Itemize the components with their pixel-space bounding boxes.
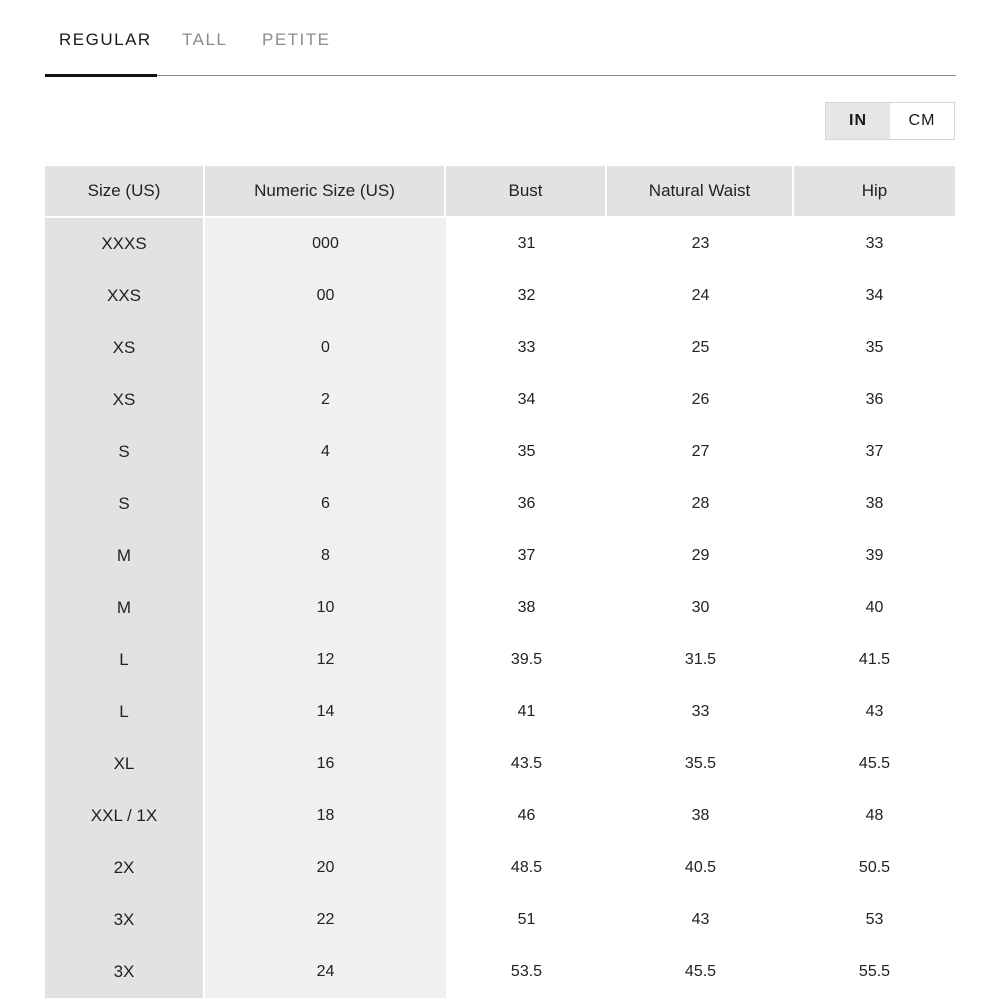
bust-cell: 53.5 bbox=[510, 963, 543, 980]
table-row bbox=[45, 894, 955, 946]
numeric-size-cell: 14 bbox=[205, 686, 446, 738]
hip-cell: 50.5 bbox=[858, 859, 891, 876]
table-row bbox=[45, 790, 955, 842]
natural-waist-cell: 26 bbox=[691, 391, 710, 408]
bust-cell: 38 bbox=[517, 599, 536, 616]
numeric-size-cell: 20 bbox=[205, 842, 446, 894]
table-row bbox=[45, 842, 955, 894]
hip-cell: 33 bbox=[794, 216, 955, 270]
header-hip: Hip bbox=[794, 166, 955, 216]
numeric-size-cell: 12 bbox=[205, 634, 446, 686]
bust-cell: 39.5 bbox=[510, 651, 543, 668]
hip-cell: 34 bbox=[865, 287, 884, 304]
hip-cell: 40 bbox=[865, 599, 884, 616]
size-cell: S bbox=[45, 426, 205, 478]
table-row bbox=[45, 374, 955, 426]
table-row bbox=[45, 738, 955, 790]
numeric-size-cell: 8 bbox=[205, 530, 446, 582]
hip-cell: 39 bbox=[865, 547, 884, 564]
unit-cm-button[interactable]: CM bbox=[908, 112, 936, 129]
natural-waist-cell: 23 bbox=[607, 216, 794, 270]
table-row bbox=[45, 322, 955, 374]
bust-cell: 41 bbox=[517, 703, 536, 720]
numeric-size-cell: 24 bbox=[205, 946, 446, 998]
numeric-size-cell: 4 bbox=[205, 426, 446, 478]
natural-waist-cell: 31.5 bbox=[684, 651, 717, 668]
natural-waist-cell: 35.5 bbox=[684, 755, 717, 772]
hip-cell: 48 bbox=[865, 807, 884, 824]
natural-waist-cell: 33 bbox=[691, 703, 710, 720]
natural-waist-cell: 43 bbox=[691, 911, 710, 928]
table-row bbox=[45, 216, 955, 270]
size-cell: 3X bbox=[45, 894, 205, 946]
hip-cell: 41.5 bbox=[858, 651, 891, 668]
size-cell: XXXS bbox=[45, 216, 205, 270]
size-cell: 2X bbox=[45, 842, 205, 894]
size-range-tabs bbox=[45, 0, 956, 76]
table-row bbox=[45, 634, 955, 686]
bust-cell: 48.5 bbox=[510, 859, 543, 876]
natural-waist-cell: 28 bbox=[691, 495, 710, 512]
hip-cell: 38 bbox=[865, 495, 884, 512]
header-size-us: Size (US) bbox=[45, 166, 205, 216]
bust-cell: 32 bbox=[517, 287, 536, 304]
natural-waist-cell: 45.5 bbox=[684, 963, 717, 980]
size-cell: 3X bbox=[45, 946, 205, 998]
header-numeric-size: Numeric Size (US) bbox=[205, 166, 446, 216]
size-cell: XXL / 1X bbox=[45, 790, 205, 842]
table-row bbox=[45, 530, 955, 582]
table-row bbox=[45, 946, 955, 998]
hip-cell: 35 bbox=[865, 339, 884, 356]
bust-cell: 35 bbox=[517, 443, 536, 460]
table-row bbox=[45, 686, 955, 738]
table-row bbox=[45, 426, 955, 478]
bust-cell: 37 bbox=[517, 547, 536, 564]
natural-waist-cell: 38 bbox=[691, 807, 710, 824]
natural-waist-cell: 29 bbox=[691, 547, 710, 564]
size-cell: XL bbox=[45, 738, 205, 790]
numeric-size-cell: 16 bbox=[205, 738, 446, 790]
table-header-row bbox=[45, 166, 955, 216]
bust-cell: 43.5 bbox=[510, 755, 543, 772]
hip-cell: 37 bbox=[865, 443, 884, 460]
header-natural-waist: Natural Waist bbox=[607, 166, 794, 216]
natural-waist-cell: 40.5 bbox=[684, 859, 717, 876]
hip-cell: 45.5 bbox=[858, 755, 891, 772]
numeric-size-cell: 22 bbox=[205, 894, 446, 946]
unit-in-button[interactable]: IN bbox=[826, 103, 890, 139]
natural-waist-cell: 24 bbox=[691, 287, 710, 304]
bust-cell: 34 bbox=[517, 391, 536, 408]
table-row bbox=[45, 478, 955, 530]
size-cell: L bbox=[45, 686, 205, 738]
table-body bbox=[45, 216, 955, 998]
hip-cell: 55.5 bbox=[858, 963, 891, 980]
numeric-size-cell: 2 bbox=[205, 374, 446, 426]
numeric-size-cell: 000 bbox=[205, 216, 446, 270]
hip-cell: 43 bbox=[865, 703, 884, 720]
natural-waist-cell: 30 bbox=[691, 599, 710, 616]
natural-waist-cell: 25 bbox=[691, 339, 710, 356]
size-cell: XS bbox=[45, 322, 205, 374]
unit-toggle bbox=[825, 102, 955, 140]
bust-cell: 36 bbox=[517, 495, 536, 512]
size-chart-table bbox=[45, 166, 955, 998]
size-cell: XXS bbox=[45, 270, 205, 322]
bust-cell: 46 bbox=[517, 807, 536, 824]
numeric-size-cell: 6 bbox=[205, 478, 446, 530]
hip-cell: 36 bbox=[865, 391, 884, 408]
tab-tall[interactable]: TALL bbox=[182, 30, 228, 49]
table-row bbox=[45, 270, 955, 322]
size-cell: XS bbox=[45, 374, 205, 426]
numeric-size-cell: 10 bbox=[205, 582, 446, 634]
tab-regular[interactable]: REGULAR bbox=[59, 30, 152, 49]
bust-cell: 33 bbox=[517, 339, 536, 356]
natural-waist-cell: 27 bbox=[691, 443, 710, 460]
size-cell: M bbox=[45, 582, 205, 634]
size-cell: M bbox=[45, 530, 205, 582]
size-cell: S bbox=[45, 478, 205, 530]
header-bust: Bust bbox=[446, 166, 607, 216]
tab-petite[interactable]: PETITE bbox=[262, 30, 331, 49]
size-cell: L bbox=[45, 634, 205, 686]
hip-cell: 53 bbox=[865, 911, 884, 928]
active-tab-indicator bbox=[45, 74, 157, 77]
numeric-size-cell: 0 bbox=[205, 322, 446, 374]
bust-cell: 31 bbox=[446, 216, 607, 270]
bust-cell: 51 bbox=[517, 911, 536, 928]
numeric-size-cell: 18 bbox=[205, 790, 446, 842]
numeric-size-cell: 00 bbox=[205, 270, 446, 322]
table-row bbox=[45, 582, 955, 634]
